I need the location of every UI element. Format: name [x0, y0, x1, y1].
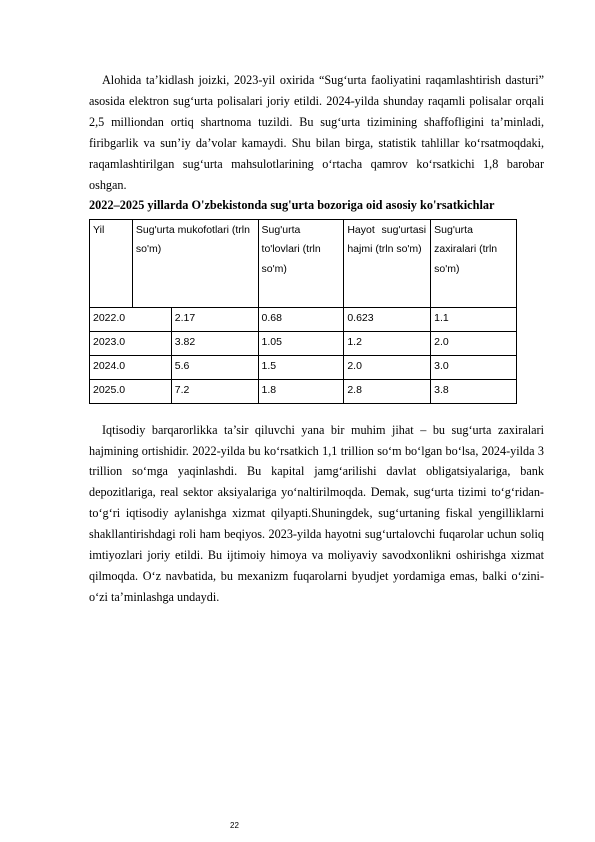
- header-reserves: Sug'urta zaxiralari (trln so'm): [431, 219, 517, 307]
- body-paragraph: Iqtisodiy barqarorlikka ta’sir qiluvchi yana bir muhim jihat – bu sug‘urta zaxiralari hajmining ortishidir. 2022-yilda bu ko‘rsatkich 1,1 trillion so‘m bo‘lgan bo‘lsa, 2024-yilda 3 trillion so‘mga yaqinlashdi. Bu kapital jamg‘arilishi davlat obligatsiyalariga, bank depozitlariga, real sektor aksiyalariga yo‘naltirilmoqda. Demak, sug‘urta tizimi to‘g‘ridan-to‘g‘ri iqtisodiy aylanishga xizmat qilyapti.Shuningdek, sug‘urtaning fiskal yengilliklarni shakllantirishdagi roli ham beqiyos. 2023-yilda hayotni sug‘urtalovchi fuqarolar uchun soliq imtiyozlari joriy etildi. Bu ijtimoiy himoya va moliyaviy savodxonlikni oshirishga xizmat qilmoqda. O‘z navbatida, bu mexanizm fuqarolarni byudjet yordamiga emas, balki o‘zini-o‘zi ta’minlashga undaydi.: [89, 422, 544, 604]
- cell-life-insurance: 2.8: [344, 379, 431, 403]
- cell-reserves: 3.0: [431, 355, 517, 379]
- cell-year: 2025.0: [90, 379, 172, 403]
- cell-life-insurance: 2.0: [344, 355, 431, 379]
- cell-payments: 1.8: [258, 379, 344, 403]
- table-row: [90, 307, 517, 331]
- document-page: [89, 70, 544, 608]
- header-year: Yil: [90, 219, 133, 307]
- table-header-row: [90, 219, 517, 307]
- cell-payments: 1.05: [258, 331, 344, 355]
- header-premiums: Sug'urta mukofotlari (trln so'm): [132, 219, 258, 307]
- table-title: 2022–2025 yillarda O'zbekistonda sug'urta bozoriga oid asosiy ko'rsatkichlar: [89, 198, 495, 213]
- intro-paragraph: Alohida ta’kidlash joizki, 2023-yil oxirida “Sug‘urta faoliyatini raqamlashtirish dasturi” asosida elektron sug‘urta polisalari joriy etildi. 2024-yilda shunday raqamli polisalar orqali 2,5 milliondan ortiq shartnoma tuzildi. Bu sug‘urta tizimining shaffofligini ta’minladi, firibgarlik va sun’iy da’volar kamaydi. Shu bilan birga, statistik tahlillar ko‘rsatmoqdaki, raqamlashtirilgan sug‘urta mahsulotlarining o‘rtacha qamrov ko‘rsatkichi 1,8 barobar oshgan.: [89, 73, 544, 192]
- cell-year: 2022.0: [90, 307, 172, 331]
- cell-reserves: 2.0: [431, 331, 517, 355]
- cell-year: 2023.0: [90, 331, 172, 355]
- cell-premiums: 5.6: [171, 355, 258, 379]
- cell-year: 2024.0: [90, 355, 172, 379]
- header-payments: Sug'urta to'lovlari (trln so'm): [258, 219, 344, 307]
- cell-premiums: 2.17: [171, 307, 258, 331]
- page-number: 22: [230, 821, 239, 830]
- cell-life-insurance: 0.623: [344, 307, 431, 331]
- cell-premiums: 7.2: [171, 379, 258, 403]
- cell-life-insurance: 1.2: [344, 331, 431, 355]
- table-row: [90, 379, 517, 403]
- cell-premiums: 3.82: [171, 331, 258, 355]
- header-life-insurance: Hayot sug'urtasi hajmi (trln so'm): [344, 219, 431, 307]
- cell-reserves: 3.8: [431, 379, 517, 403]
- cell-payments: 1.5: [258, 355, 344, 379]
- table-row: [90, 331, 517, 355]
- cell-payments: 0.68: [258, 307, 344, 331]
- indicators-table: [89, 219, 517, 404]
- cell-reserves: 1.1: [431, 307, 517, 331]
- table-row: [90, 355, 517, 379]
